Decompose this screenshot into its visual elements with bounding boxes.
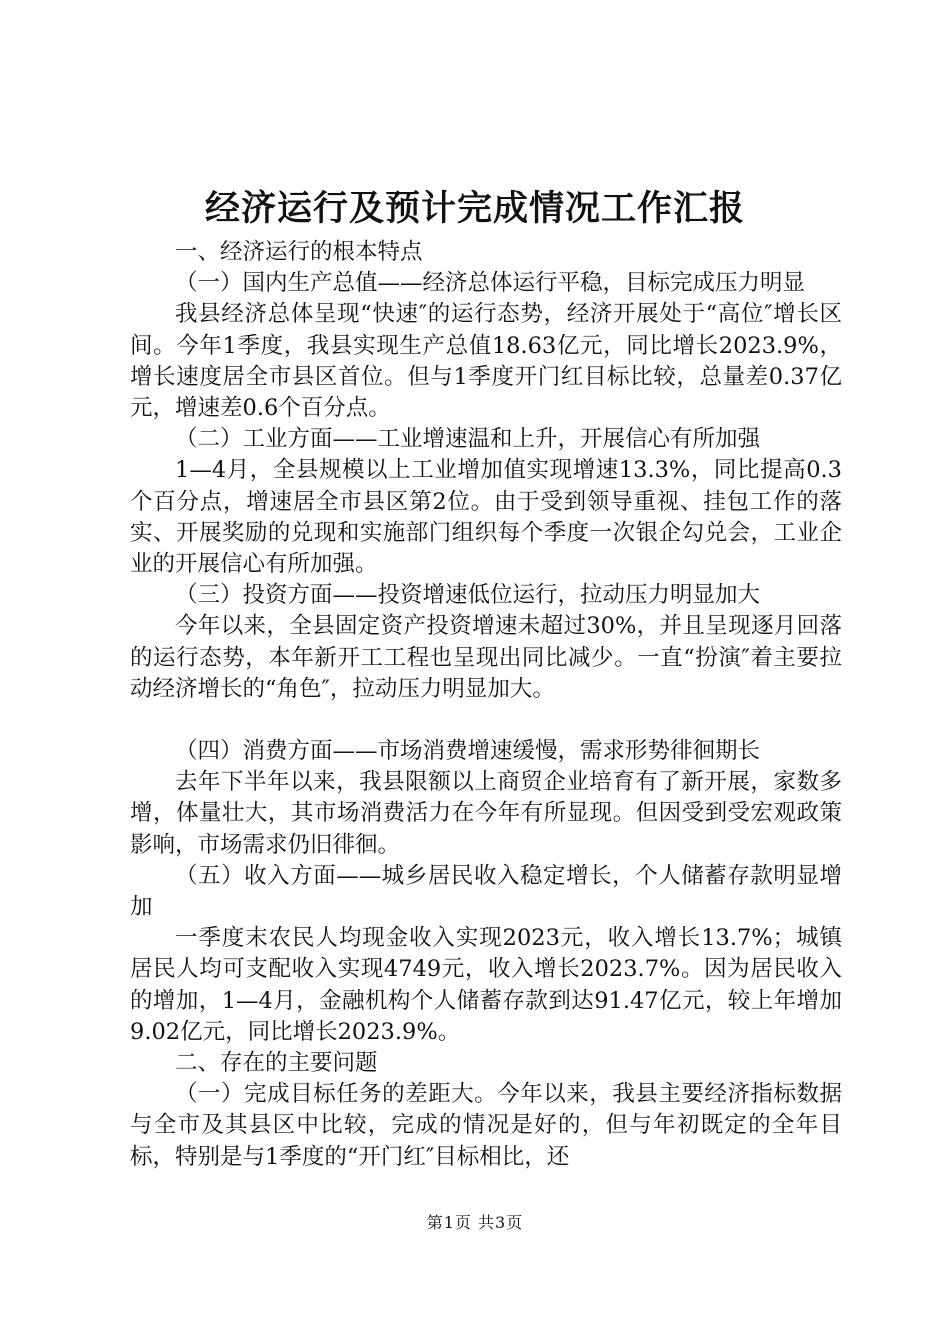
body-paragraph: 一季度末农民人均现金收入实现2023元，收入增长13.7%；城镇居民人均可支配收入实现4749元，收入增长2023.7%。因为居民收入的增加，1—4月，金融机构个人储蓄存款到达91.47亿元，较上年增加9.02亿元，同比增长2023.9%。 (130, 925, 842, 1045)
document-body (130, 237, 842, 1173)
page-footer: 第1页 共3页 (426, 1213, 524, 1232)
subsection-heading: （二）工业方面——工业增速温和上升，开展信心有所加强 (175, 426, 761, 453)
subsection-heading: （五）收入方面——城乡居民收入稳定增长，个人储蓄存款明显增加 (130, 862, 842, 921)
document-title: 经济运行及预计完成情况工作汇报 (204, 189, 745, 229)
body-paragraph: 我县经济总体呈现“快速″的运行态势，经济开展处于“高位″增长区间。今年1季度，我县实现生产总值18.63亿元，同比增长2023.9%，增长速度居全市县区首位。但与1季度开门红目标比较，总量差0.37亿元，增速差0.6个百分点。 (130, 301, 842, 422)
section-heading: 一、经济运行的根本特点 (175, 239, 423, 265)
body-paragraph: （一）完成目标任务的差距大。今年以来，我县主要经济指标数据与全市及其县区中比较，完成的情况是好的，但与年初既定的全年目标，特别是与1季度的“开门红″目标相比，还 (130, 1081, 842, 1170)
body-paragraph: 1—4月，全县规模以上工业增加值实现增速13.3%，同比提高0.3个百分点，增速居全市县区第2位。由于受到领导重视、挂包工作的落实、开展奖励的兑现和实施部门组织每个季度一次银企勾兑会，工业企业的开展信心有所加强。 (130, 457, 842, 578)
subsection-heading: （四）消费方面——市场消费增速缓慢，需求形势徘徊期长 (175, 738, 761, 765)
body-paragraph: 去年下半年以来，我县限额以上商贸企业培育有了新开展，家数多增，体量壮大，其市场消费活力在今年有所显现。但因受到受宏观政策影响，市场需求仍旧徘徊。 (130, 769, 842, 858)
section-heading: 二、存在的主要问题 (175, 1050, 378, 1077)
subsection-heading: （三）投资方面——投资增速低位运行，拉动压力明显加大 (175, 582, 761, 609)
body-paragraph: 今年以来，全县固定资产投资增速未超过30%，并且呈现逐月回落的运行态势，本年新开工工程也呈现出同比减少。一直“扮演″着主要拉动经济增长的“角色″，拉动压力明显加大。 (130, 613, 842, 702)
subsection-heading: （一）国内生产总值——经济总体运行平稳，目标完成压力明显 (175, 270, 806, 297)
